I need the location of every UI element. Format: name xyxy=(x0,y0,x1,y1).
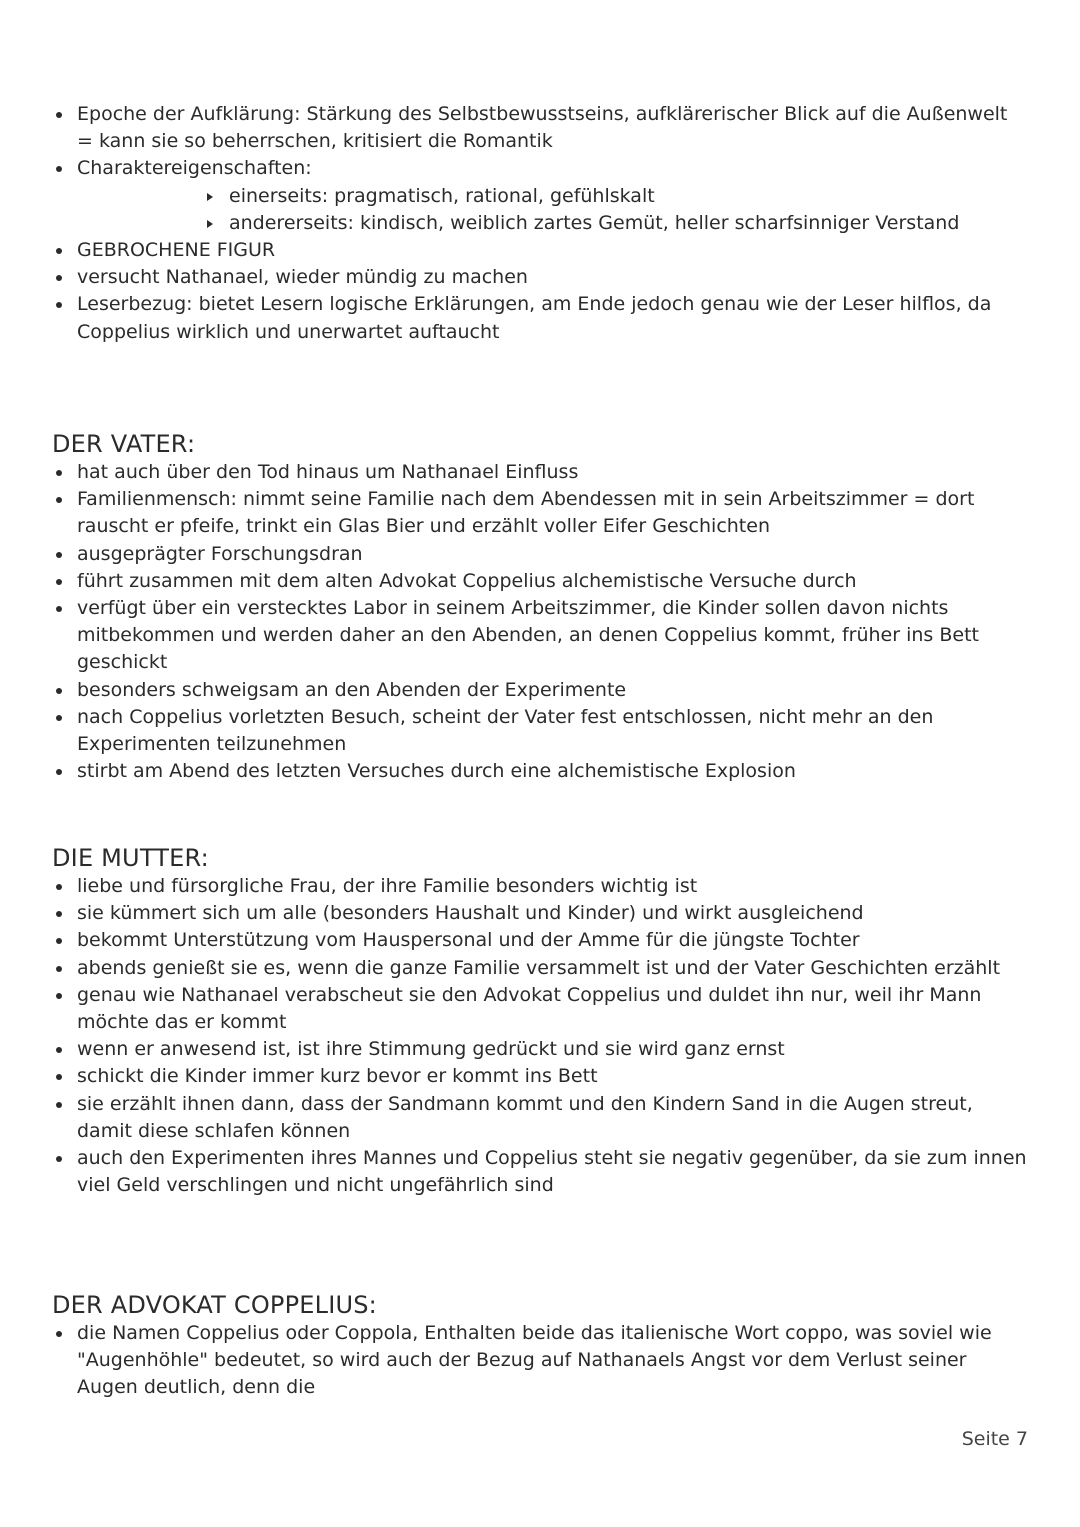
section-heading: DIE MUTTER: xyxy=(52,844,209,872)
list-item: hat auch über den Tod hinaus um Nathanael Einfluss xyxy=(52,459,1027,486)
list-item: genau wie Nathanael verabscheut sie den Advokat Coppelius und duldet ihn nur, weil ihr Mann möchte das er kommt xyxy=(52,982,1027,1036)
sub-list-item: andererseits: kindisch, weiblich zartes Gemüt, heller scharfsinniger Verstand xyxy=(52,210,1027,237)
list-item: sie kümmert sich um alle (besonders Haushalt und Kinder) und wirkt ausgleichend xyxy=(52,900,1027,927)
list-item: die Namen Coppelius oder Coppola, Enthalten beide das italienische Wort coppo, was soviel wie "Augenhöhle" bedeutet, so wird auch der Bezug auf Nathanaels Angst vor dem Verlust seiner Augen deutlich, denn die xyxy=(52,1320,1027,1402)
list-item: Leserbezug: bietet Lesern logische Erklärungen, am Ende jedoch genau wie der Leser hilflos, da Coppelius wirklich und unerwartet auftaucht xyxy=(52,291,1027,345)
page-number: Seite 7 xyxy=(961,1428,1028,1450)
list-item: GEBROCHENE FIGUR xyxy=(52,237,1027,264)
list-item: besonders schweigsam an den Abenden der Experimente xyxy=(52,677,1027,704)
coppelius-list xyxy=(52,1320,1027,1402)
list-item: abends genießt sie es, wenn die ganze Familie versammelt ist und der Vater Geschichten erzählt xyxy=(52,955,1027,982)
section-clara xyxy=(52,101,1027,346)
section-vater xyxy=(52,429,1027,785)
section-coppelius xyxy=(52,1290,1027,1402)
list-item: sie erzählt ihnen dann, dass der Sandmann kommt und den Kindern Sand in die Augen streut, damit diese schlafen können xyxy=(52,1091,1027,1145)
list-item: stirbt am Abend des letzten Versuches durch eine alchemistische Explosion xyxy=(52,758,1027,785)
list-item: verfügt über ein verstecktes Labor in seinem Arbeitszimmer, die Kinder sollen davon nichts mitbekommen und werden daher an den Abenden, an denen Coppelius kommt, früher ins Bett geschickt xyxy=(52,595,1027,677)
sub-list-item: einerseits: pragmatisch, rational, gefühlskalt xyxy=(52,183,1027,210)
list-item: versucht Nathanael, wieder mündig zu machen xyxy=(52,264,1027,291)
section-heading: DER ADVOKAT COPPELIUS: xyxy=(52,1291,377,1319)
section-heading: DER VATER: xyxy=(52,430,196,458)
list-item: bekommt Unterstützung vom Hauspersonal und der Amme für die jüngste Tochter xyxy=(52,927,1027,954)
list-item: nach Coppelius vorletzten Besuch, scheint der Vater fest entschlossen, nicht mehr an den Experimenten teilzunehmen xyxy=(52,704,1027,758)
list-item: wenn er anwesend ist, ist ihre Stimmung gedrückt und sie wird ganz ernst xyxy=(52,1036,1027,1063)
mutter-list xyxy=(52,873,1027,1199)
list-item: führt zusammen mit dem alten Advokat Coppelius alchemistische Versuche durch xyxy=(52,568,1027,595)
list-item: Epoche der Aufklärung: Stärkung des Selbstbewusstseins, aufklärerischer Blick auf die Außenwelt = kann sie so beherrschen, kritisiert die Romantik xyxy=(52,101,1027,155)
section-mutter xyxy=(52,843,1027,1199)
list-item: liebe und fürsorgliche Frau, der ihre Familie besonders wichtig ist xyxy=(52,873,1027,900)
vater-list xyxy=(52,459,1027,785)
list-item: Familienmensch: nimmt seine Familie nach dem Abendessen mit in sein Arbeitszimmer = dort rauscht er pfeife, trinkt ein Glas Bier und erzählt voller Eifer Geschichten xyxy=(52,486,1027,540)
list-item: auch den Experimenten ihres Mannes und Coppelius steht sie negativ gegenüber, da sie zum innen viel Geld verschlingen und nicht ungefährlich sind xyxy=(52,1145,1027,1199)
list-item: schickt die Kinder immer kurz bevor er kommt ins Bett xyxy=(52,1063,1027,1090)
list-item: Charaktereigenschaften: xyxy=(52,155,1027,182)
clara-list xyxy=(52,101,1027,346)
list-item: ausgeprägter Forschungsdran xyxy=(52,541,1027,568)
